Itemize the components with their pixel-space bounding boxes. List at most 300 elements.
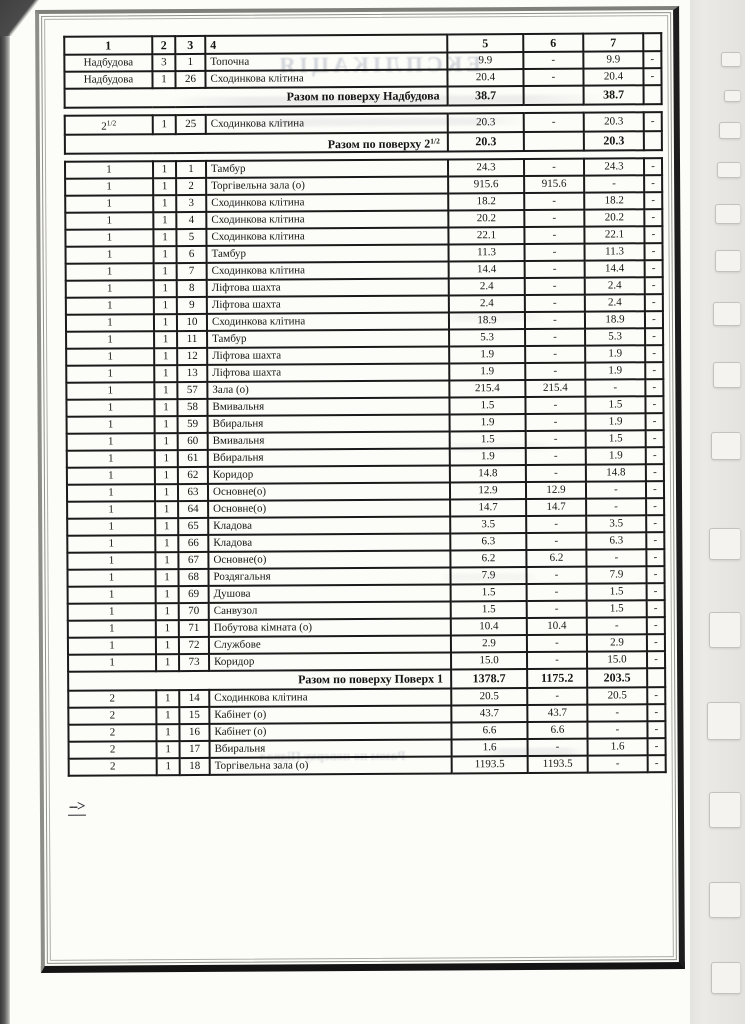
explication-table bbox=[64, 111, 663, 155]
cell-c2: 1 bbox=[154, 280, 177, 297]
cell-c4: Вбиральня bbox=[210, 739, 452, 757]
document-page bbox=[8, 0, 690, 1024]
cell-c4: Тамбур bbox=[206, 159, 448, 177]
cell-c6: - bbox=[527, 601, 587, 618]
corner-shadow bbox=[0, 0, 58, 36]
cell-c1: 1 bbox=[67, 518, 155, 536]
cell-c7: - bbox=[586, 498, 646, 515]
cell-c4: Топочна bbox=[205, 52, 447, 70]
cell-c7: - bbox=[586, 481, 646, 498]
cell-c2: 1 bbox=[153, 178, 176, 195]
cell-c3: 6 bbox=[177, 246, 207, 263]
cell-c6: 215.4 bbox=[525, 380, 585, 397]
cell-c5: 43.7 bbox=[451, 705, 527, 722]
cell-c6: - bbox=[527, 652, 587, 669]
cell-c6: 1193.5 bbox=[528, 756, 588, 773]
cell-c3: 14 bbox=[179, 690, 209, 707]
page-edge-tab bbox=[711, 432, 741, 460]
cell-c1: 1 bbox=[65, 195, 153, 213]
cell-c3: 69 bbox=[179, 586, 209, 603]
cell-c3: 10 bbox=[177, 314, 207, 331]
summary-row bbox=[65, 131, 662, 154]
cell-c5: 7.9 bbox=[450, 567, 526, 584]
cell-c6: - bbox=[526, 567, 586, 584]
cell-c6: - bbox=[526, 431, 586, 448]
cell-c8: - bbox=[645, 328, 663, 345]
cell-c4: Роздягальня bbox=[208, 567, 450, 585]
cell-c6: - bbox=[525, 363, 585, 380]
cell-c7: 1.9 bbox=[585, 345, 645, 362]
cell-c6: - bbox=[526, 448, 586, 465]
explication-table bbox=[64, 157, 667, 777]
cell-c7: 20.5 bbox=[587, 687, 647, 704]
cell-c7: 7.9 bbox=[586, 566, 646, 583]
cell-c3: 58 bbox=[177, 399, 207, 416]
cell-c1: 1 bbox=[65, 178, 153, 196]
cell-c5: 1.5 bbox=[450, 431, 526, 448]
cell-c7: - bbox=[587, 704, 647, 721]
cell-c1: 1 bbox=[66, 365, 154, 383]
cell-c5: 15.0 bbox=[451, 652, 527, 669]
cell-c5: 915.6 bbox=[448, 176, 524, 193]
cell-c8: - bbox=[647, 704, 665, 721]
cell-c4: Вмивальня bbox=[208, 431, 450, 449]
cell-c7: 20.3 bbox=[584, 112, 644, 131]
cell-c5: 14.8 bbox=[450, 465, 526, 482]
cell-c4: Ліфтова шахта bbox=[207, 278, 449, 296]
cell-c1: 1 bbox=[67, 569, 155, 587]
cell-c1: 1 bbox=[66, 399, 154, 417]
cell-c3: 62 bbox=[178, 467, 208, 484]
page-edge-tab bbox=[713, 302, 741, 326]
cell-c4: Сходинкова клітина bbox=[207, 261, 449, 279]
cell-c7: - bbox=[588, 755, 648, 772]
cell-c8: - bbox=[647, 651, 665, 668]
cell-c1: Надбудова bbox=[64, 54, 152, 72]
cell-c6: 6 bbox=[523, 34, 583, 52]
cell-c3: 60 bbox=[178, 433, 208, 450]
cell-c8: - bbox=[646, 566, 664, 583]
cell-c5: 24.3 bbox=[448, 159, 524, 176]
cell-c4: Вбиральня bbox=[208, 448, 450, 466]
cell-c8: - bbox=[643, 68, 661, 85]
cell-c8: - bbox=[645, 379, 663, 396]
cell-c3: 17 bbox=[180, 741, 210, 758]
cell-c3: 9 bbox=[177, 297, 207, 314]
cell-c6: - bbox=[525, 261, 585, 278]
cell-c8: - bbox=[645, 277, 663, 294]
cell-c5: 14.4 bbox=[449, 261, 525, 278]
cell-c4: Душова bbox=[209, 584, 451, 602]
cell-c8: - bbox=[645, 294, 663, 311]
cell-c5: 1.9 bbox=[449, 346, 525, 363]
page-edge-tab bbox=[711, 962, 741, 994]
cell-c8: - bbox=[648, 755, 666, 772]
cell-c1: 1 bbox=[67, 552, 155, 570]
cell-c1: 1 bbox=[66, 280, 154, 298]
bleed-through-title: ЕКСПЛІКАЦІЯ bbox=[275, 51, 481, 78]
cell-c5: 2.9 bbox=[451, 635, 527, 652]
cell-c7: 1.6 bbox=[588, 738, 648, 755]
cell-c6: 915.6 bbox=[524, 176, 584, 193]
cell-c3: 13 bbox=[177, 365, 207, 382]
cell-c8: - bbox=[644, 112, 662, 131]
cell-c5: 1.6 bbox=[452, 739, 528, 756]
cell-c5: 20.3 bbox=[448, 132, 524, 151]
cell-c4: Сходинкова клітина bbox=[209, 688, 451, 706]
cell-c2: 1 bbox=[154, 382, 177, 399]
cell-c5: 1.9 bbox=[449, 363, 525, 380]
cell-c2: 1 bbox=[155, 569, 178, 586]
cell-c1: 1 bbox=[67, 467, 155, 485]
cell-c4: Кладова bbox=[208, 533, 450, 551]
cell-c3: 68 bbox=[178, 569, 208, 586]
cell-c2: 1 bbox=[152, 71, 175, 88]
cell-c6: - bbox=[526, 414, 586, 431]
cell-c3: 72 bbox=[179, 637, 209, 654]
binding-shadow bbox=[0, 0, 10, 1024]
cell-c3: 12 bbox=[177, 348, 207, 365]
cell-c6: - bbox=[524, 227, 584, 244]
cell-c1: 1 bbox=[68, 654, 156, 672]
cell-c7: 203.5 bbox=[587, 668, 647, 687]
cell-c7: - bbox=[586, 549, 646, 566]
page-edge-tab bbox=[719, 122, 741, 139]
cell-c4: Коридор bbox=[209, 652, 451, 670]
cell-c2: 1 bbox=[157, 758, 180, 775]
cell-c5: 20.5 bbox=[451, 688, 527, 705]
cell-c2: 1 bbox=[156, 586, 179, 603]
cell-c2: 1 bbox=[156, 637, 179, 654]
summary-label: Разом по поверху Надбудова bbox=[65, 86, 448, 107]
cell-c3: 5 bbox=[176, 229, 206, 246]
cell-c3: 16 bbox=[179, 724, 209, 741]
cell-c6: - bbox=[523, 52, 583, 69]
cell-c4: Основне(о) bbox=[208, 499, 450, 517]
cell-c1: 1 bbox=[66, 382, 154, 400]
cell-c8: - bbox=[646, 464, 664, 481]
cell-c3: 8 bbox=[177, 280, 207, 297]
cell-c7: 1.5 bbox=[585, 396, 645, 413]
bleed-through-summary: Разом по поверху Підвал bbox=[259, 747, 406, 764]
page-edge-tab bbox=[713, 362, 741, 388]
cell-c7: 2.4 bbox=[585, 277, 645, 294]
cell-c3: 70 bbox=[179, 603, 209, 620]
cell-c7: 6.3 bbox=[586, 532, 646, 549]
cell-c3: 15 bbox=[179, 707, 209, 724]
cell-c7: 5.3 bbox=[585, 328, 645, 345]
cell-c5: 1.5 bbox=[451, 601, 527, 618]
page-edge-tab bbox=[717, 162, 741, 178]
cell-c4: Вмивальня bbox=[207, 397, 449, 415]
cell-c5: 1.9 bbox=[450, 414, 526, 431]
cell-c8 bbox=[644, 131, 662, 150]
cell-c8 bbox=[643, 33, 661, 51]
cell-c1: 1 bbox=[67, 433, 155, 451]
cell-c1: 1 bbox=[66, 297, 154, 315]
cell-c4: Побутова кімната (о) bbox=[209, 618, 451, 636]
cell-c6: - bbox=[524, 210, 584, 227]
cell-c4: Торгівельна зала (о) bbox=[206, 176, 448, 194]
cell-c1: 1 bbox=[68, 637, 156, 655]
cell-c2: 1 bbox=[156, 690, 179, 707]
cell-c1: 1 bbox=[65, 212, 153, 230]
bleed-through-bars bbox=[39, 10, 673, 14]
cell-c1: 1 bbox=[68, 603, 156, 621]
cell-c2: 1 bbox=[155, 467, 178, 484]
cell-c4: Основне(о) bbox=[208, 482, 450, 500]
cell-c3: 65 bbox=[178, 518, 208, 535]
cell-c2: 3 bbox=[152, 54, 175, 71]
cell-c6: - bbox=[523, 69, 583, 86]
cell-c3: 18 bbox=[180, 758, 210, 775]
cell-c4: Вбиральня bbox=[208, 414, 450, 432]
cell-c6: - bbox=[525, 397, 585, 414]
cell-c6: - bbox=[526, 516, 586, 533]
cell-c8: - bbox=[647, 600, 665, 617]
page-edge-tab bbox=[709, 882, 741, 918]
cell-c7: 1.9 bbox=[586, 413, 646, 430]
cell-c8: - bbox=[647, 721, 665, 738]
cell-c2: 1 bbox=[154, 365, 177, 382]
page-edge-tab bbox=[715, 204, 741, 224]
cell-c1: 1 bbox=[65, 229, 153, 247]
page-edge-tab bbox=[721, 52, 741, 67]
cell-c5: 22.1 bbox=[448, 227, 524, 244]
cell-c7: 1.5 bbox=[587, 583, 647, 600]
cell-c6: 12.9 bbox=[526, 482, 586, 499]
cell-c1: 1 bbox=[65, 161, 153, 179]
cell-c6: - bbox=[524, 193, 584, 210]
cell-c6: - bbox=[528, 739, 588, 756]
page-edge-tab bbox=[709, 792, 741, 828]
cell-c6: 14.7 bbox=[526, 499, 586, 516]
cell-c6: 10.4 bbox=[527, 618, 587, 635]
cell-c8: - bbox=[643, 51, 661, 68]
cell-c2: 1 bbox=[154, 297, 177, 314]
cell-c8: - bbox=[646, 481, 664, 498]
cell-c7: - bbox=[584, 175, 644, 192]
cell-c8: - bbox=[647, 687, 665, 704]
cell-c8: - bbox=[646, 515, 664, 532]
cell-c3: 61 bbox=[178, 450, 208, 467]
cell-c5: 38.7 bbox=[448, 86, 524, 105]
cell-c6: - bbox=[525, 278, 585, 295]
cell-c4: Сходинкова клітина bbox=[206, 227, 448, 245]
cell-c5: 3.5 bbox=[450, 516, 526, 533]
cell-c1: 1 bbox=[68, 620, 156, 638]
cell-c5: 1.9 bbox=[450, 448, 526, 465]
cell-c3: 3 bbox=[176, 195, 206, 212]
cell-c3: 26 bbox=[175, 71, 205, 88]
cell-c1: 1 bbox=[66, 246, 154, 264]
cell-c7: 20.4 bbox=[583, 68, 643, 85]
cell-c2: 1 bbox=[155, 433, 178, 450]
cell-c1: 1 bbox=[67, 450, 155, 468]
cell-c5: 20.3 bbox=[448, 113, 524, 132]
cell-c6: - bbox=[527, 635, 587, 652]
cell-c2: 1 bbox=[155, 416, 178, 433]
cell-c3: 59 bbox=[178, 416, 208, 433]
cell-c2: 1 bbox=[157, 741, 180, 758]
cell-c5: 12.9 bbox=[450, 482, 526, 499]
cell-c4: Основне(о) bbox=[208, 550, 450, 568]
cell-c6 bbox=[524, 86, 584, 105]
cell-c5: 1378.7 bbox=[451, 669, 527, 688]
cell-c4: Тамбур bbox=[207, 329, 449, 347]
cell-c7: 14.8 bbox=[586, 464, 646, 481]
cell-c5: 1.5 bbox=[451, 584, 527, 601]
cell-c7: 1.5 bbox=[587, 600, 647, 617]
cell-c7: 7 bbox=[583, 33, 643, 51]
cell-c3: 67 bbox=[178, 552, 208, 569]
cell-c7: 20.2 bbox=[584, 209, 644, 226]
cell-c8: - bbox=[644, 158, 662, 175]
cell-c3: 7 bbox=[177, 263, 207, 280]
cell-c5: 2.4 bbox=[449, 278, 525, 295]
cell-c8: - bbox=[648, 738, 666, 755]
cell-c2: 1 bbox=[156, 603, 179, 620]
cell-c3: 64 bbox=[178, 501, 208, 518]
cell-c1: $2^{1/2}$ bbox=[65, 115, 153, 135]
cell-c7: - bbox=[585, 379, 645, 396]
cell-c6: - bbox=[524, 159, 584, 176]
cell-c7: 11.3 bbox=[585, 243, 645, 260]
cell-c7: 20.3 bbox=[584, 131, 644, 150]
cell-c2: 1 bbox=[153, 212, 176, 229]
cell-c2: 1 bbox=[155, 501, 178, 518]
cell-c1: 2 bbox=[68, 707, 156, 725]
summary-label: Разом по поверху Поверх 1 bbox=[68, 669, 451, 690]
cell-c7: 1.5 bbox=[586, 430, 646, 447]
cell-c6: 6.6 bbox=[527, 722, 587, 739]
cell-c1: 2 bbox=[68, 724, 156, 742]
cell-c4: Кладова bbox=[208, 516, 450, 534]
cell-c4: Ліфтова шахта bbox=[207, 346, 449, 364]
cell-c1: 1 bbox=[66, 263, 154, 281]
cell-c8: - bbox=[645, 243, 663, 260]
cell-c7: 38.7 bbox=[584, 85, 644, 104]
cell-c5: 9.9 bbox=[447, 52, 523, 69]
cell-c6: - bbox=[525, 329, 585, 346]
cell-c7: 1.9 bbox=[585, 362, 645, 379]
cell-c4: Кабінет (о) bbox=[209, 722, 451, 740]
cell-c1: 1 bbox=[67, 484, 155, 502]
cell-c3: 4 bbox=[176, 212, 206, 229]
cell-c1: 2 bbox=[68, 690, 156, 708]
cell-c8: - bbox=[644, 226, 662, 243]
cell-c1: 1 bbox=[67, 535, 155, 553]
cell-c2: 1 bbox=[155, 450, 178, 467]
cell-c2: 1 bbox=[154, 314, 177, 331]
cell-c3: 2 bbox=[176, 178, 206, 195]
cell-c1: 1 bbox=[67, 501, 155, 519]
cell-c6: - bbox=[526, 465, 586, 482]
cell-c5: 2.4 bbox=[449, 295, 525, 312]
cell-c7: 22.1 bbox=[584, 226, 644, 243]
page-edge-tab bbox=[724, 90, 741, 102]
cell-c4: Ліфтова шахта bbox=[207, 363, 449, 381]
cell-c8: - bbox=[645, 311, 663, 328]
cell-c1: 1 bbox=[66, 314, 154, 332]
table-row bbox=[69, 755, 666, 776]
cell-c8: - bbox=[647, 583, 665, 600]
cell-c8: - bbox=[647, 617, 665, 634]
cell-c2: 1 bbox=[153, 161, 176, 178]
cell-c7: 24.3 bbox=[584, 158, 644, 175]
cell-c4: Сходинкова клітина bbox=[207, 312, 449, 330]
cell-c1: 2 bbox=[69, 741, 157, 759]
cell-c2: 1 bbox=[154, 348, 177, 365]
cell-c4: Тамбур bbox=[207, 244, 449, 262]
explication-table bbox=[63, 32, 662, 109]
cell-c4: Зала (о) bbox=[207, 380, 449, 398]
cell-c2: 2 bbox=[152, 36, 175, 54]
page-edge-tab bbox=[707, 702, 741, 740]
cell-c4: 4 bbox=[205, 34, 447, 53]
cell-c5: 20.2 bbox=[448, 210, 524, 227]
cell-c2: 1 bbox=[156, 724, 179, 741]
cell-c1: 1 bbox=[64, 36, 152, 55]
cell-c5: 6.6 bbox=[451, 722, 527, 739]
cell-c2: 1 bbox=[154, 331, 177, 348]
cell-c3: 1 bbox=[176, 161, 206, 178]
cell-c5: 5 bbox=[447, 34, 523, 52]
cell-c5: 14.7 bbox=[450, 499, 526, 516]
cell-c7: 9.9 bbox=[583, 51, 643, 68]
cell-c6: - bbox=[525, 312, 585, 329]
cell-c1: Надбудова bbox=[64, 71, 152, 89]
cell-c8: - bbox=[647, 634, 665, 651]
cell-c7: 15.0 bbox=[587, 651, 647, 668]
cell-c8 bbox=[647, 668, 665, 687]
cell-c7: 18.2 bbox=[584, 192, 644, 209]
cell-c2: 1 bbox=[153, 195, 176, 212]
cell-c3: 63 bbox=[178, 484, 208, 501]
cell-c3: 71 bbox=[179, 620, 209, 637]
cell-c8: - bbox=[644, 192, 662, 209]
cell-c2: 1 bbox=[154, 246, 177, 263]
cell-c4: Коридор bbox=[208, 465, 450, 483]
cell-c7: - bbox=[587, 617, 647, 634]
cell-c3: 57 bbox=[177, 382, 207, 399]
cell-c2: 1 bbox=[153, 115, 176, 134]
cell-c4: Сходинкова клітина bbox=[206, 210, 448, 228]
cell-c3: 3 bbox=[175, 36, 205, 54]
cell-c6: - bbox=[527, 688, 587, 705]
cell-c5: 18.2 bbox=[448, 193, 524, 210]
cell-c2: 1 bbox=[156, 707, 179, 724]
cell-c3: 1 bbox=[175, 54, 205, 71]
cell-c5: 1193.5 bbox=[452, 756, 528, 773]
cell-c2: 1 bbox=[155, 535, 178, 552]
cell-c7: 3.5 bbox=[586, 515, 646, 532]
cell-c2: 1 bbox=[155, 484, 178, 501]
cell-c7: - bbox=[587, 721, 647, 738]
cell-c4: Сходинкова клітина bbox=[205, 69, 447, 87]
cell-c7: 14.4 bbox=[585, 260, 645, 277]
page-edge-tab bbox=[709, 612, 741, 648]
summary-label: Разом по поверху $2^{1/2}$ bbox=[65, 132, 448, 153]
cell-c6: 43.7 bbox=[527, 705, 587, 722]
cell-c8: - bbox=[644, 175, 662, 192]
cell-c1: 2 bbox=[69, 758, 157, 776]
cell-c5: 6.2 bbox=[450, 550, 526, 567]
page-frame bbox=[35, 6, 685, 973]
cell-c6: - bbox=[525, 244, 585, 261]
cell-c8: - bbox=[645, 345, 663, 362]
cell-c8: - bbox=[644, 209, 662, 226]
